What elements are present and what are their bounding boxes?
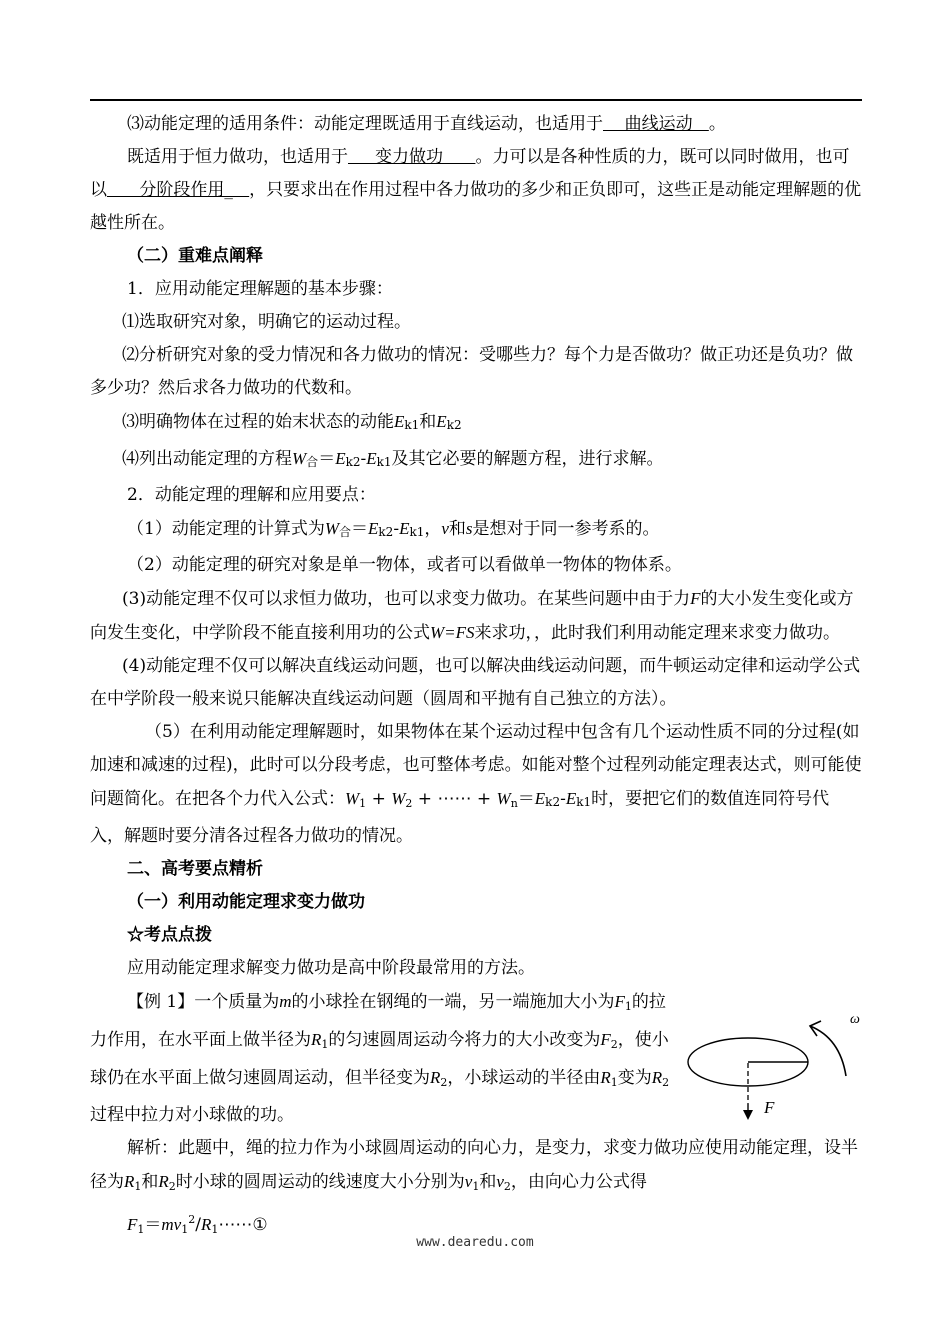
conditions-line-2: 既适用于恒力做功，也适用于 变力做功 。力可以是各种性质的力，既可以同时做用，也可以 分阶段作用_ ，只要求出在作用过程中各力做功的多少和正负即可，这些正是动能定理解题的优越性所在。 bbox=[90, 147, 862, 233]
circular-motion-figure bbox=[680, 1008, 870, 1128]
omega-label: ω bbox=[850, 1012, 860, 1027]
step-4: ⑷列出动能定理的方程W合＝Ek2-Ek1及其它必要的解题方程，进行求解。 bbox=[122, 449, 664, 469]
step-1: ⑴选取研究对象，明确它的运动过程。 bbox=[122, 312, 411, 332]
section-heading-tip: ☆考点点拨 bbox=[127, 925, 212, 945]
blank-staged-action: 分阶段作用_ bbox=[107, 180, 250, 200]
blank-variable-force: 变力做功 bbox=[348, 147, 476, 167]
section-heading-gaokao: 二、高考要点精析 bbox=[127, 859, 263, 879]
header-rule bbox=[90, 99, 862, 101]
point-5: （5）在利用动能定理解题时，如果物体在某个运动过程中包含有几个运动性质不同的分过程(如加速和减速的过程)，此时可以分段考虑，也可整体考虑。如能对整个过程列动能定理表达式，则可能使问题简化。在把各个力代入公式：$W_1 + W_2$ + ⋯⋯ + $W_n=Ek2-Ek1$时，要把它们的数值连同符号代入，解题时要分清各过程各力做功的情况。 bbox=[90, 722, 862, 846]
tip-text: 应用动能定理求解变力做功是高中阶段最常用的方法。 bbox=[127, 958, 535, 978]
point-2: （2）动能定理的研究对象是单一物体，或者可以看做单一物体的物体系。 bbox=[127, 555, 682, 575]
solution-text: 解析：此题中，绳的拉力作为小球圆周运动的向心力，是变力，求变力做功应使用动能定理，设半径为$R_1$和$R_2$时小球的圆周运动的线速度大小分别为$v_1$和$v_2$，由向心力公式得 bbox=[90, 1138, 858, 1193]
section-heading-difficult: （二）重难点阐释 bbox=[127, 246, 263, 266]
force-label: F bbox=[764, 1098, 775, 1117]
step-2: ⑵分析研究对象的受力情况和各力做功的情况：受哪些力？每个力是否做功？做正功还是负功？做多少功？然后求各力做功的代数和。 bbox=[90, 345, 853, 398]
section-heading-variable-force: （一）利用动能定理求变力做功 bbox=[127, 892, 365, 912]
example-1: 【例 1】一个质量为m的小球拴在钢绳的一端，另一端施加大小为$F_1$的拉力作用，在水平面上做半径为$R_1$的匀速圆周运动今将力的大小改变为$F_2$，使小球仍在水平面上做匀速圆周运动，但半径变为$R_2$，小球运动的半径由$R_1$变为$R_2$过程中拉力对小球做的功。 bbox=[90, 992, 670, 1125]
point-3: (3)动能定理不仅可以求恒力做功，也可以求变力做功。在某些问题中由于力F的大小发生变化或方向发生变化，中学阶段不能直接利用功的公式W=FS来求功，，此时我们利用动能定理来求变力做功。 bbox=[90, 589, 854, 643]
solution-formula-1: $F_1=mv_1^2/R_1\cdots\cdots ①$ bbox=[127, 1213, 268, 1236]
force-arrow-icon bbox=[743, 1110, 753, 1120]
circular-motion-diagram bbox=[680, 1008, 870, 1128]
footer-url: www.dearedu.com bbox=[416, 1235, 534, 1250]
blank-curve-motion: 曲线运动 bbox=[603, 114, 709, 134]
conditions-line-1: ⑶动能定理的适用条件：动能定理既适用于直线运动，也适用于 曲线运动 。 bbox=[127, 114, 726, 134]
points-heading: 2．动能定理的理解和应用要点： bbox=[127, 485, 376, 505]
step-3: ⑶明确物体在过程的始末状态的动能Ek1和Ek2 bbox=[122, 412, 462, 432]
steps-heading: 1．应用动能定理解题的基本步骤： bbox=[127, 279, 393, 299]
point-1: （1）动能定理的计算式为W合＝Ek2-Ek1，v和s是想对于同一参考系的。 bbox=[127, 519, 660, 539]
point-4: (4)动能定理不仅可以解决直线运动问题，也可以解决曲线运动问题，而牛顿运动定律和运动学公式在中学阶段一般来说只能解决直线运动问题（圆周和平抛有自己独立的方法）。 bbox=[90, 656, 861, 709]
